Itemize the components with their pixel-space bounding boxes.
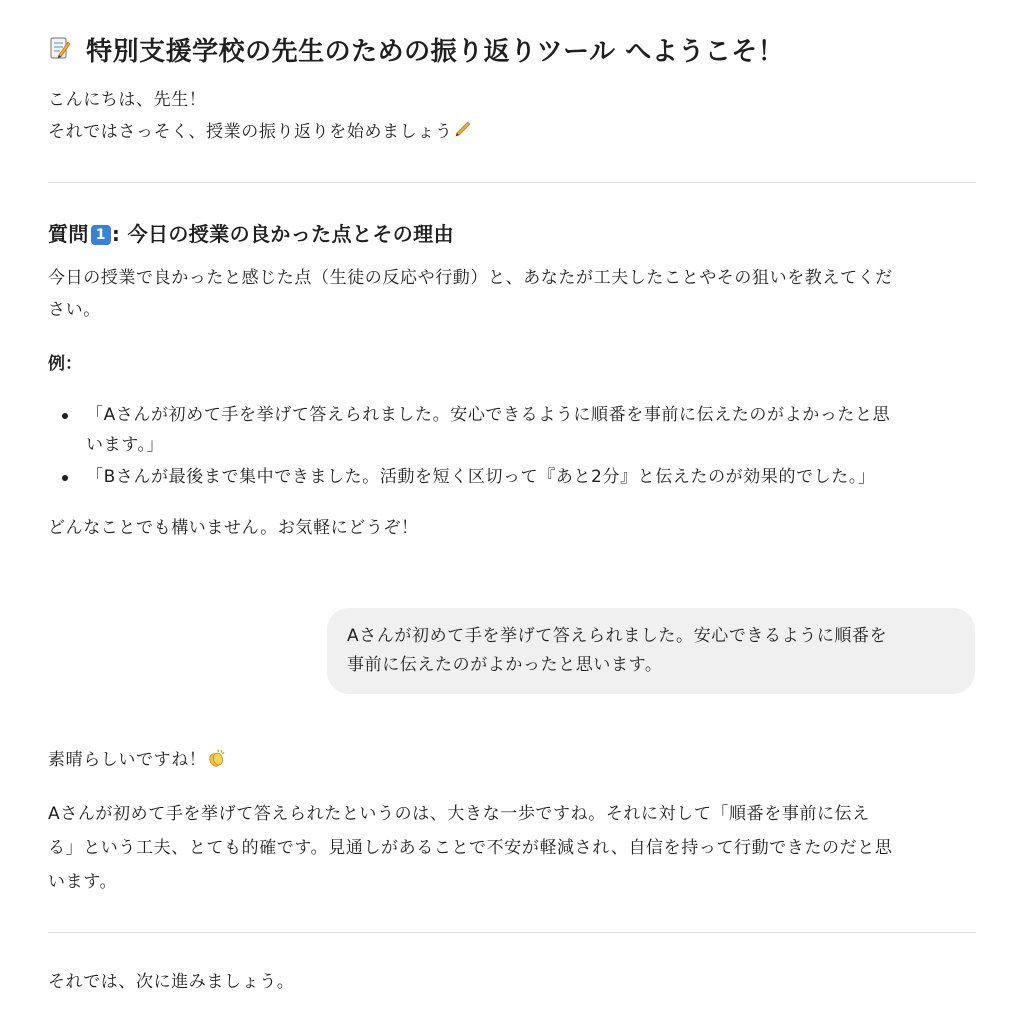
assistant-body-line2: る」という工夫、とても的確です。見通しがあることで不安が軽減され、自信を持って行動できたのだと思 xyxy=(48,838,893,858)
assistant-body-line3: います。 xyxy=(48,872,118,892)
page-title-text: 特別支援学校の先生のための振り返りツール へようこそ！ xyxy=(86,37,785,67)
example-list xyxy=(48,400,976,494)
example-text-cont: います。」 xyxy=(86,435,165,455)
bullet-icon xyxy=(62,475,68,481)
assistant-praise-text: 素晴らしいですね！ xyxy=(48,750,207,770)
question-description-line2: さい。 xyxy=(48,300,101,320)
divider xyxy=(48,932,976,933)
keycap-number-icon: 1 xyxy=(91,225,111,245)
assistant-next: それでは、次に進みましょう。 xyxy=(48,972,295,992)
list-item xyxy=(48,400,976,460)
list-item xyxy=(48,462,976,492)
example-text: 「Bさんが最後まで集中できました。活動を短く区切って『あと2分』と伝えたのが効果的でした。」 xyxy=(86,467,876,487)
user-message-bubble xyxy=(327,608,975,694)
page-title xyxy=(48,32,784,74)
intro-greeting: こんにちは、先生！ xyxy=(48,90,207,110)
intro-start-text: それではさっそく、授業の振り返りを始めましょう xyxy=(48,122,453,142)
bullet-icon xyxy=(62,413,68,419)
question-closing: どんなことでも構いません。お気軽にどうぞ！ xyxy=(48,518,419,538)
assistant-praise xyxy=(48,744,226,779)
question-prefix: 質問 xyxy=(48,222,89,246)
intro-start xyxy=(48,116,472,151)
question-description-line1: 今日の授業で良かったと感じた点（生徒の反応や行動）と、あなたが工夫したことやその狙いを教えてくだ xyxy=(48,268,893,288)
user-message-line2: 事前に伝えたのがよかったと思います。 xyxy=(347,655,663,675)
user-message-line1: Aさんが初めて手を挙げて答えられました。安心できるように順番を xyxy=(347,626,888,646)
divider xyxy=(48,182,976,183)
example-text: 「Aさんが初めて手を挙げて答えられました。安心できるように順番を事前に伝えたのがよかったと思 xyxy=(86,405,891,425)
assistant-body-line1: Aさんが初めて手を挙げて答えられたというのは、大きな一歩ですね。それに対して「順番を事前に伝え xyxy=(48,804,870,824)
memo-icon xyxy=(48,41,80,66)
clapping-hands-icon xyxy=(206,747,226,779)
question-title xyxy=(48,216,454,252)
question-title-text: : 今日の授業の良かった点とその理由 xyxy=(111,222,454,246)
example-label: 例： xyxy=(48,354,82,374)
pencil-icon xyxy=(452,119,472,151)
